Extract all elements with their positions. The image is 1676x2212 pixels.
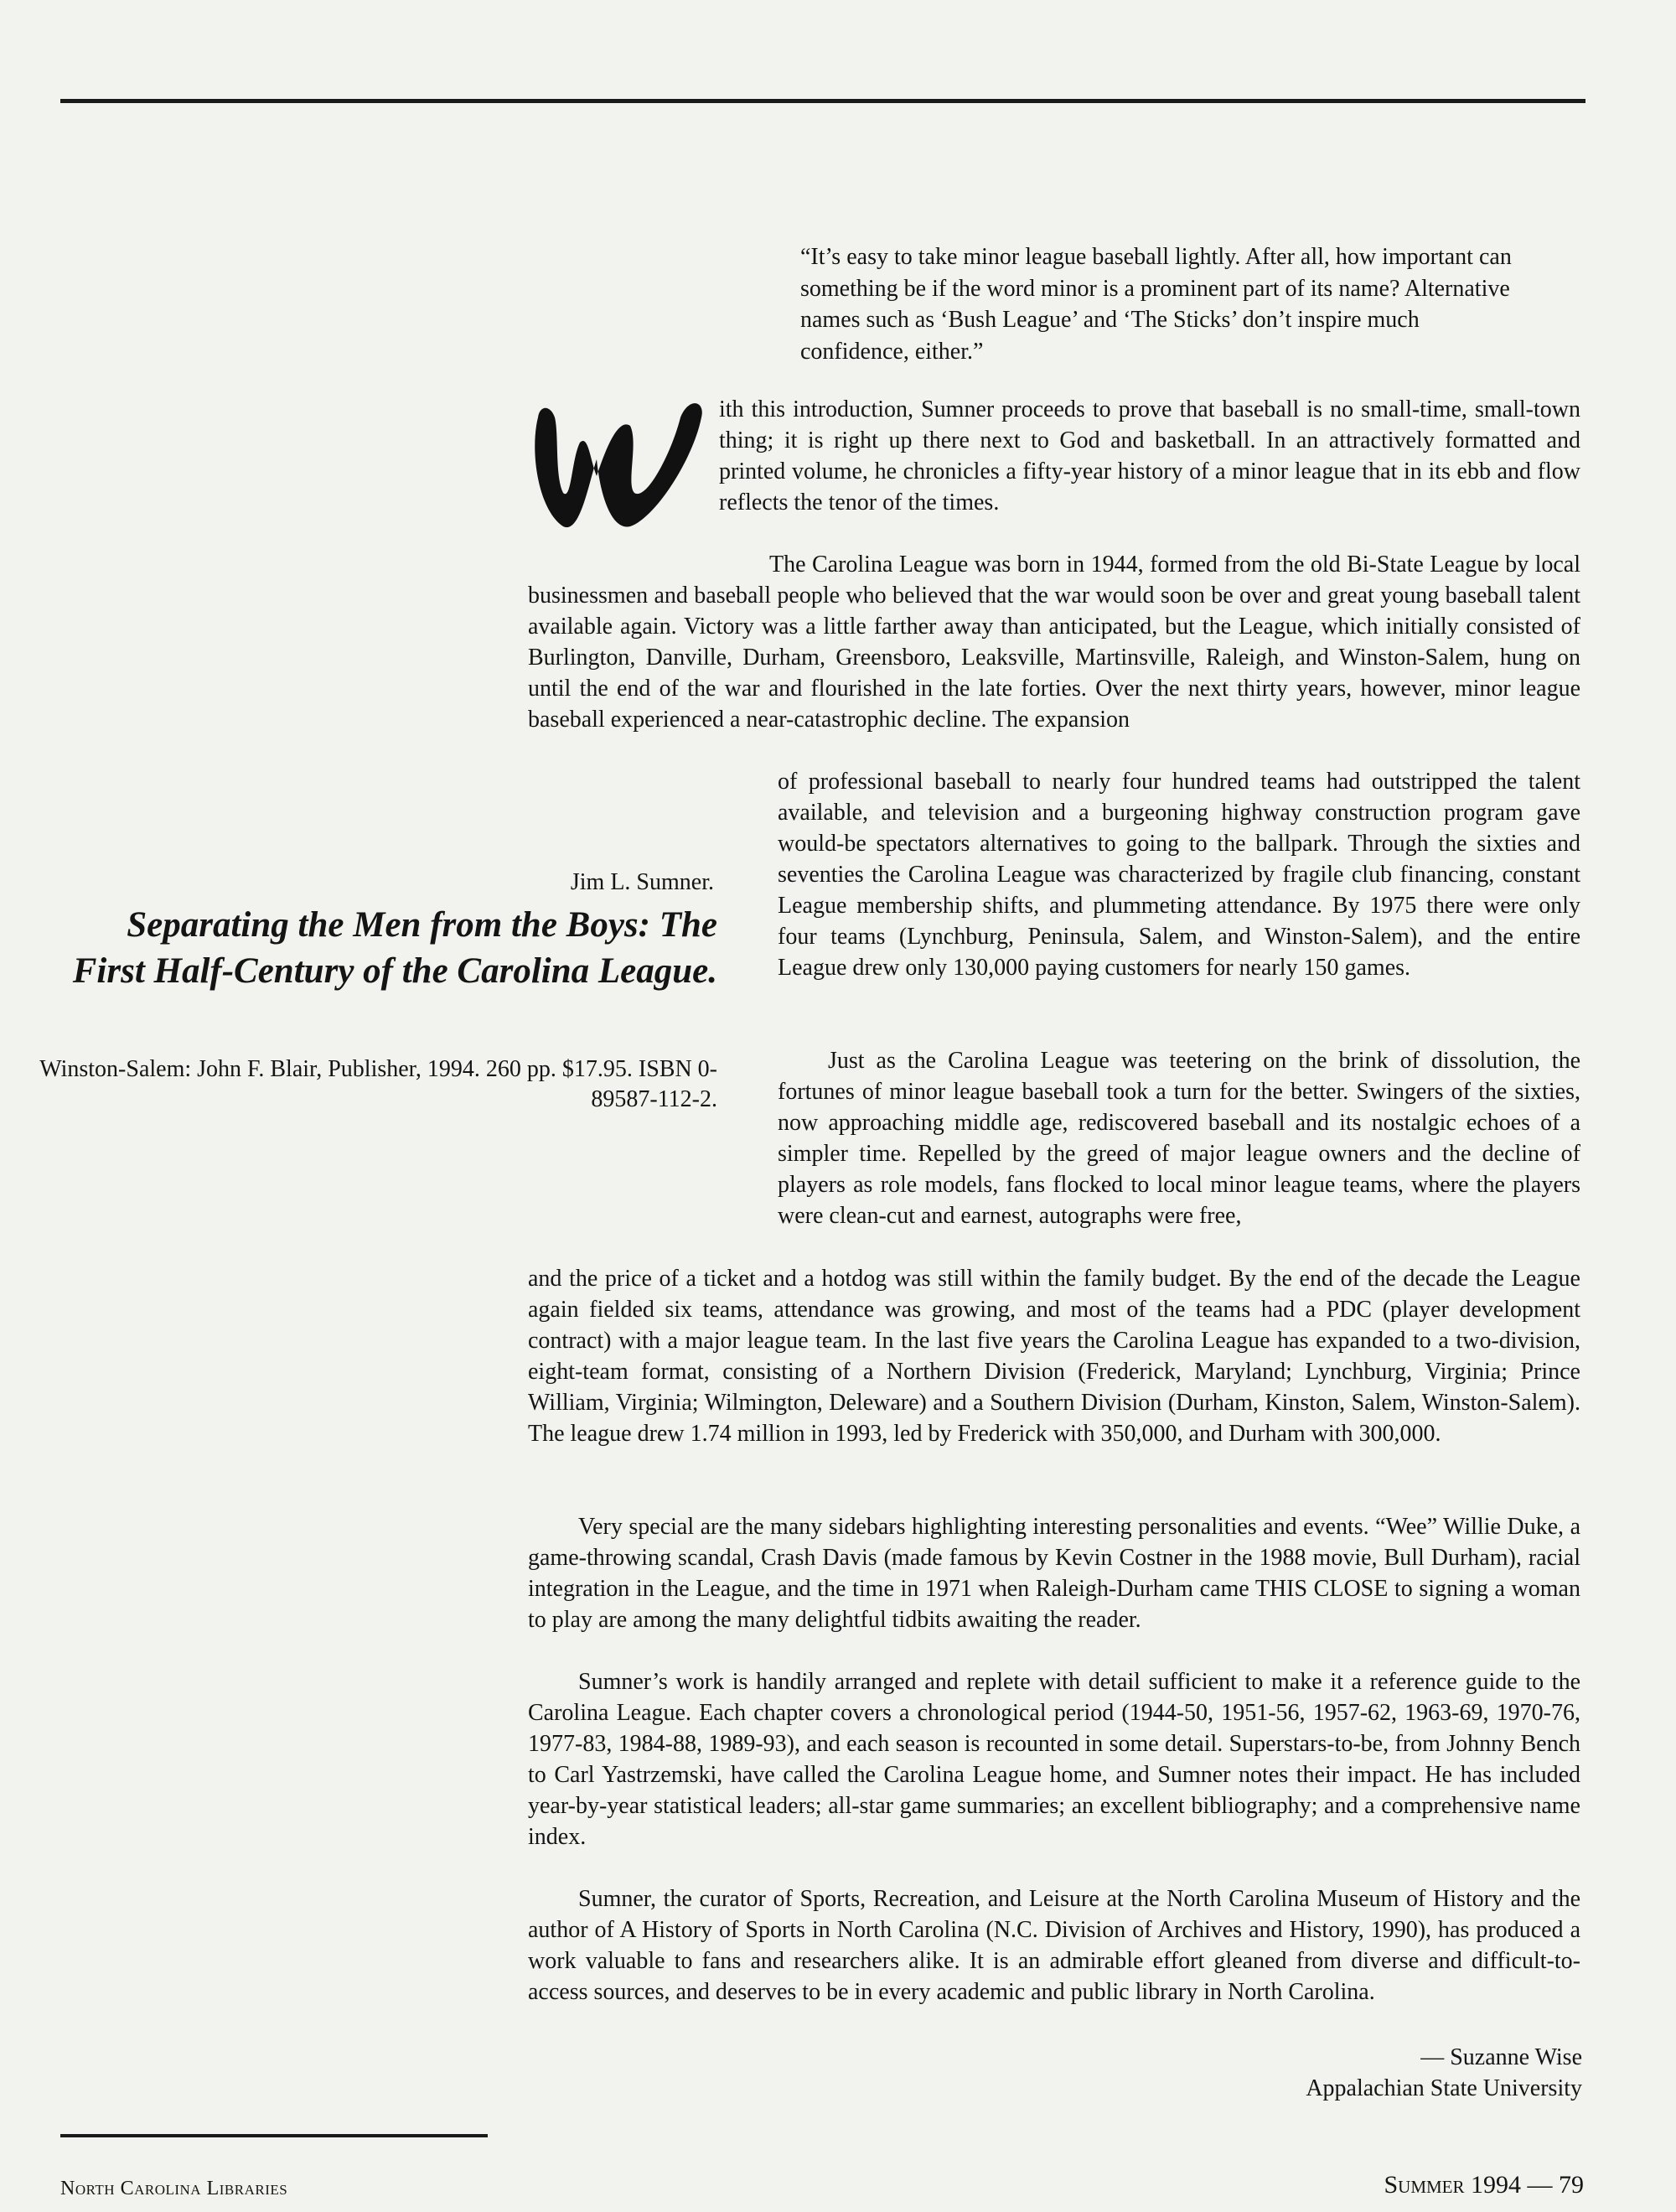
top-rule: [60, 99, 1585, 103]
paragraph-conclusion: Sumner, the curator of Sports, Recreation, and Leisure at the North Carolina Museum of History and the author of A History of Sports in North Carolina (N.C. Division of Archives and History, 1990), has produced a work valuable to fans and researchers alike. It is an admirable effort gleaned from diverse and difficult-to-access sources, and deserves to be in every academic and public library in North Carolina.: [528, 1886, 1580, 2005]
book-title: Separating the Men from the Boys: The First Half-Century of the Carolina League.: [72, 905, 717, 991]
signature-affiliation: Appalachian State University: [1306, 2075, 1582, 2101]
pull-quote: “It’s easy to take minor league baseball lightly. After all, how important can something be if the word minor is a prominent part of its name? Alternative names such as ‘Bush League’ and ‘The Sticks’ don’t inspire much confidence, either.”: [800, 244, 1512, 365]
book-author: Jim L. Sumner.: [570, 869, 714, 895]
paragraph-revival-continued: and the price of a ticket and a hotdog was still within the family budget. By the end of the decade the League again fielded six teams, attendance was growing, and most of the teams had a PDC (player development contract) with a major league team. In the last five years the Carolina League has expanded to a two-division, eight-team format, consisting of a Northern Division (Frederick, Maryland; Lynchburg, Virginia; Prince William, Virginia; Wilmington, Deleware) and a Southern Division (Durham, Kinston, Salem, Winston-Salem). The league drew 1.74 million in 1993, led by Frederick with 350,000, and Durham with 300,000.: [528, 1266, 1580, 1447]
paragraph-organization: Sumner’s work is handily arranged and replete with detail sufficient to make it a reference guide to the Carolina League. Each chapter covers a chronological period (1944-50, 1951-56, 1957-62, 1963-69, 1970-76, 1977-83, 1984-88, 1989-93), and each season is recounted in some detail. Superstars-to-be, from Johnny Bench to Carl Yastrzemski, have called the Carolina League home, and Sumner notes their impact. He has included year-by-year statistical leaders; all-star game summaries; an excellent bibliography; and a comprehensive name index.: [528, 1669, 1580, 1850]
publication-info: Winston-Salem: John F. Blair, Publisher, 1994. 260 pp. $17.95. ISBN 0-89587-112-2.: [39, 1056, 717, 1112]
paragraph-intro: ith this introduction, Sumner proceeds to prove that baseball is no small-time, small-town thing; it is right up there next to God and basketball. In an attractively formatted and printed volume, he chronicles a fifty-year history of a minor league that in its ebb and flow reflects the tenor of the times.: [719, 396, 1580, 515]
signature-name: — Suzanne Wise: [1420, 2044, 1582, 2070]
paragraph-revival: Just as the Carolina League was teetering on the brink of dissolution, the fortunes of minor league baseball took a turn for the better. Swingers of the sixties, now approaching middle age, rediscovered baseball and its nostalgic echoes of a simpler time. Repelled by the greed of major league owners and the decline of players as role models, fans flocked to local minor league teams, where the players were clean-cut and earnest, autographs were free,: [778, 1048, 1580, 1229]
footer-issue-page: Summer 1994 — 79: [1384, 2171, 1584, 2199]
paragraph-history: The Carolina League was born in 1944, formed from the old Bi-State League by local businessmen and baseball people who believed that the war would soon be over and great young baseball talent available again. Victory was a little farther away than anticipated, but the League, which initially consisted of Burlington, Danville, Durham, Greensboro, Leaksville, Martinsville, Raleigh, and Winston-Salem, hung on until the end of the war and flourished in the late forties. Over the next thirty years, however, minor league baseball experienced a near-catastrophic decline. The expansion: [528, 552, 1580, 733]
paragraph-history-continued: of professional baseball to nearly four hundred teams had outstripped the talent available, and television and a burgeoning highway construction program gave would-be spectators alternatives to going to the ballpark. Through the sixties and seventies the Carolina League was characterized by fragile club financing, constant League membership shifts, and plummeting attendance. By 1975 there were only four teams (Lynchburg, Peninsula, Salem, and Winston-Salem), and the entire League drew only 130,000 paying customers for nearly 150 games.: [778, 769, 1580, 981]
paragraph-sidebars: Very special are the many sidebars highlighting interesting personalities and events. “Wee” Willie Duke, a game-throwing scandal, Crash Davis (made famous by Kevin Costner in the 1988 movie, Bull Durham), racial integration in the League, and the time in 1971 when Raleigh-Durham came THIS CLOSE to signing a woman to play are among the many delightful tidbits awaiting the reader.: [528, 1514, 1580, 1633]
footer-journal-name: North Carolina Libraries: [60, 2178, 288, 2199]
signature: [1306, 2042, 1582, 2104]
bottom-rule: [60, 2134, 488, 2137]
dropcap-w: [513, 384, 714, 552]
